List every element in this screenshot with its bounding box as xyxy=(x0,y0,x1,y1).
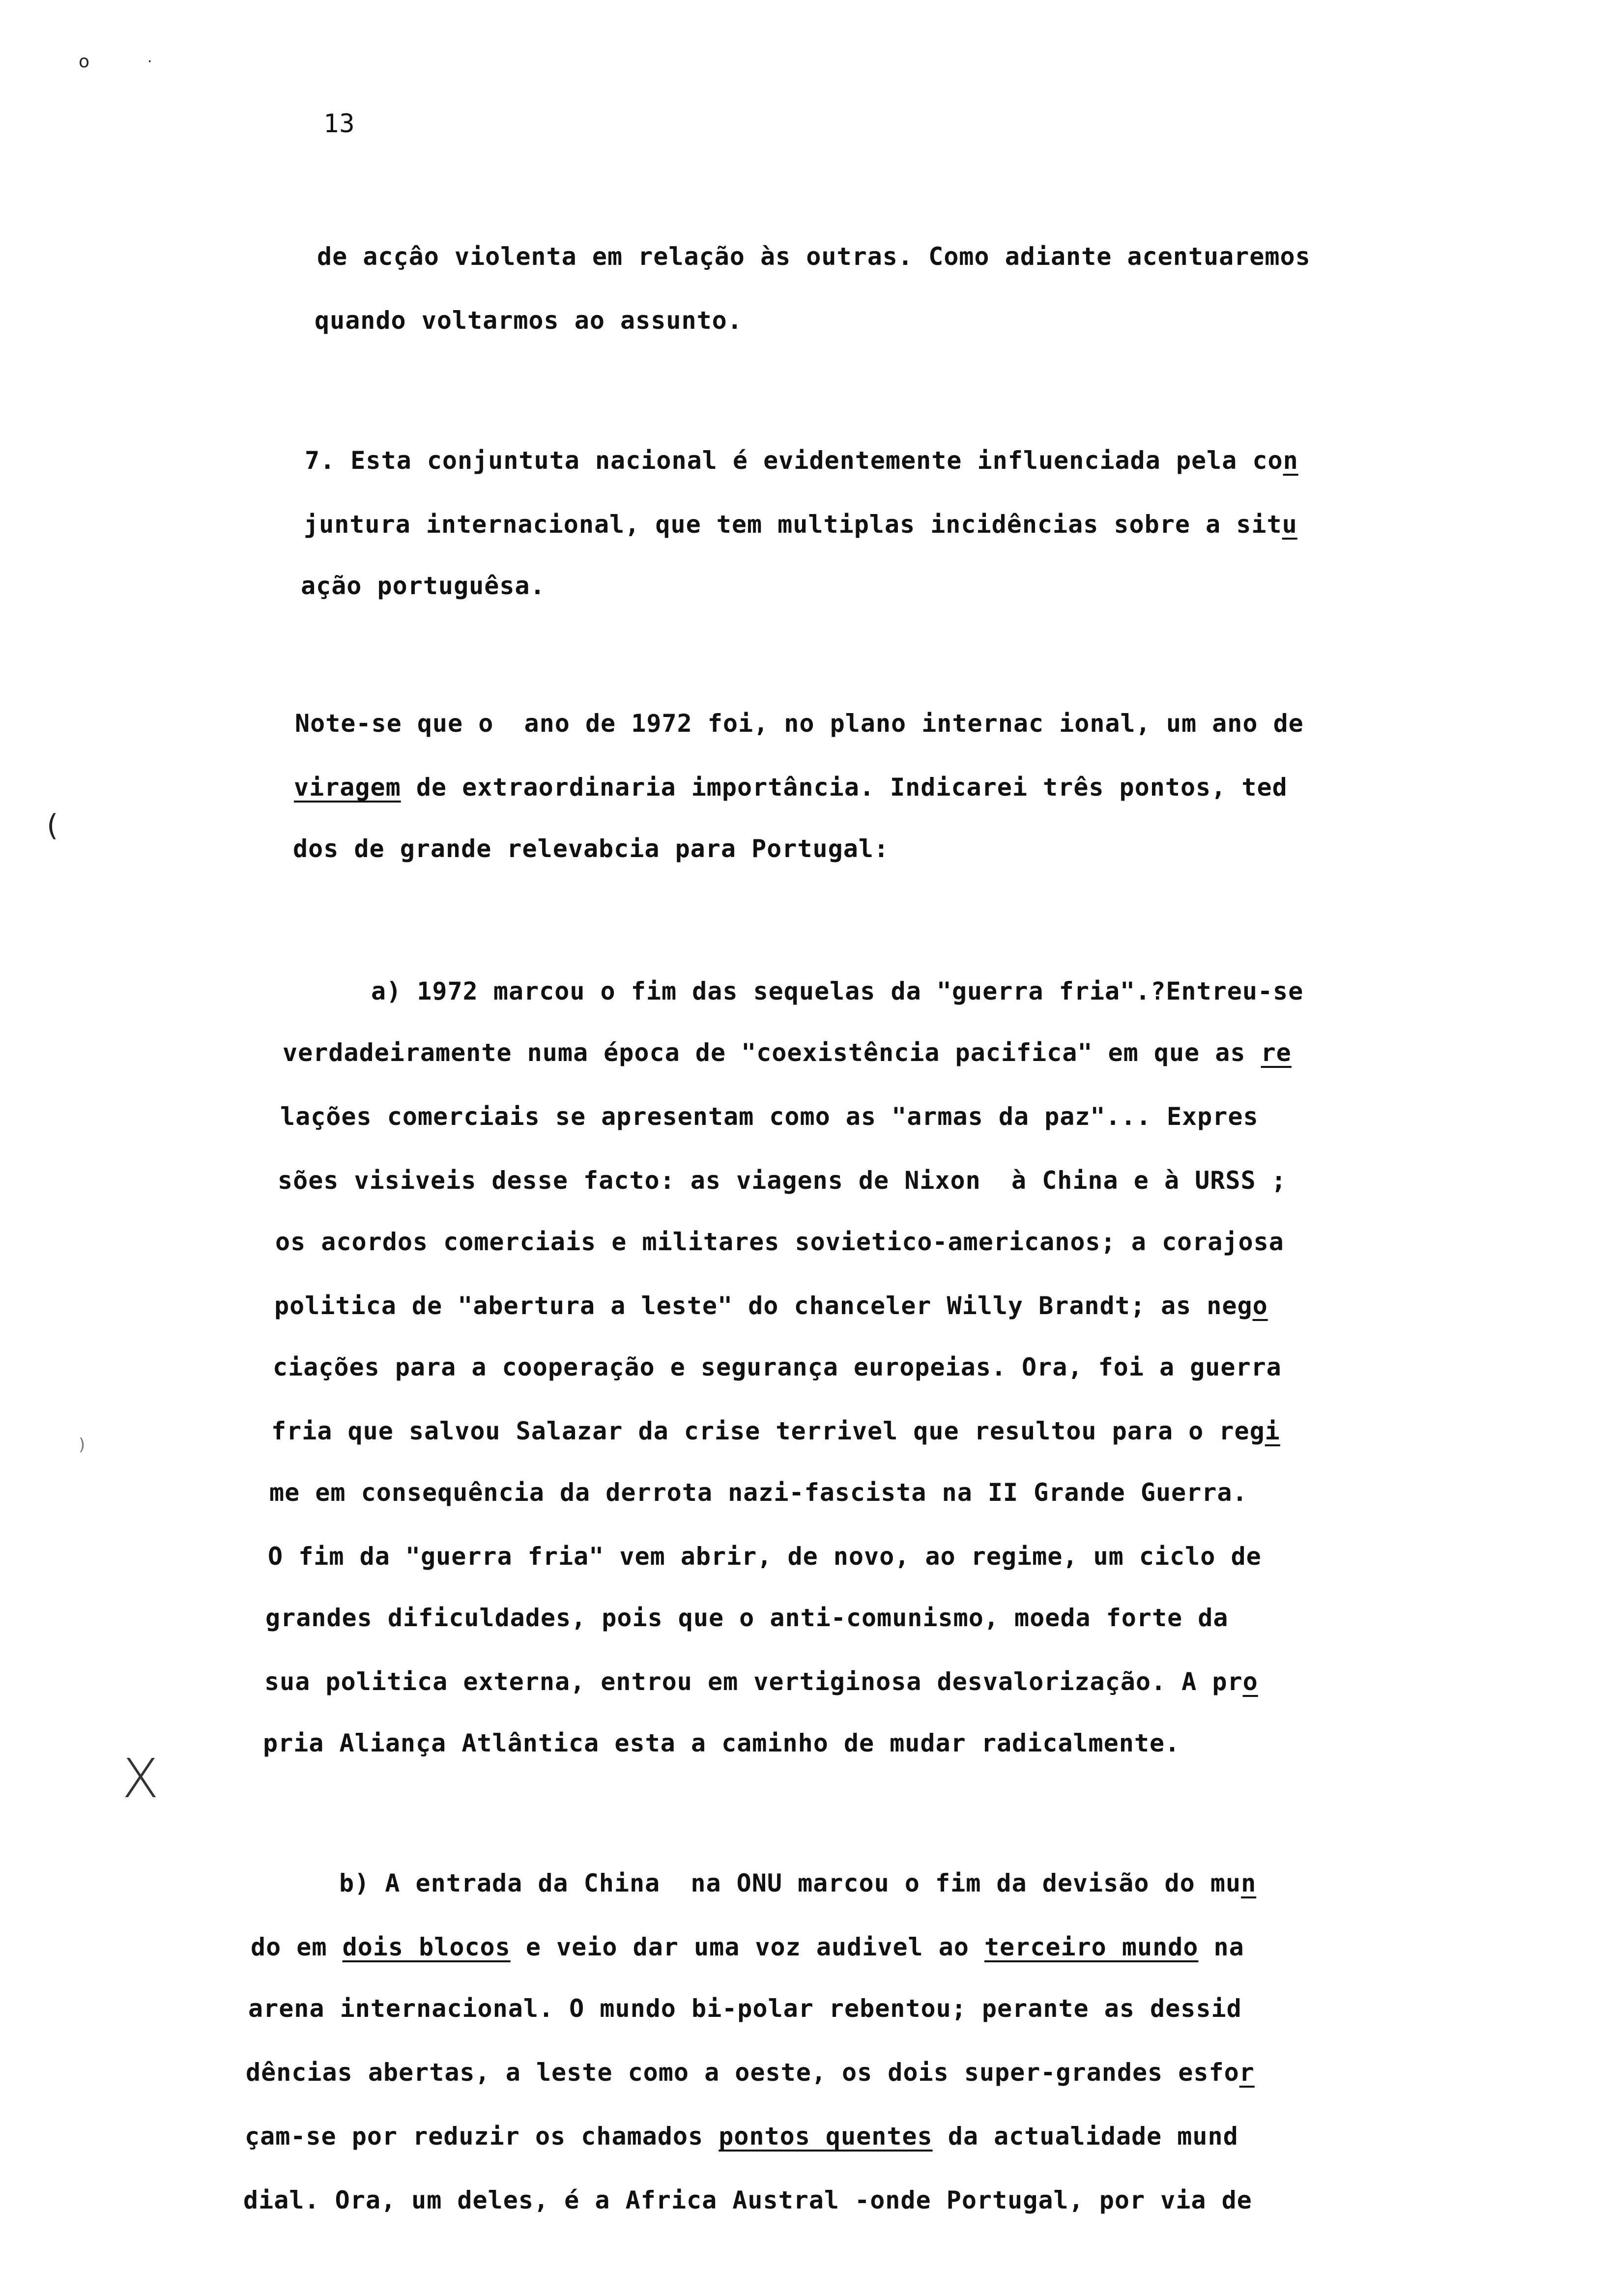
underlined-text: u xyxy=(1282,510,1297,539)
text-line xyxy=(274,1290,1268,1321)
margin-tick-mark: ) xyxy=(79,1435,86,1455)
underlined-text: n xyxy=(1241,1869,1257,1897)
text-span: na xyxy=(1198,1933,1244,1961)
text-line xyxy=(283,1037,1292,1068)
text-line: O fim da "guerra fria" vem abrir, de novo, ao regime, um ciclo de xyxy=(268,1542,1262,1571)
text-span: e veio dar uma voz audivel ao xyxy=(510,1933,984,1961)
text-span: fria que salvou Salazar da crise terrivel que resultou para o reg xyxy=(271,1417,1265,1445)
text-span: da actualidade mund xyxy=(932,2122,1238,2151)
margin-cross-mark: X xyxy=(122,1747,159,1810)
text-line: dial. Ora, um deles, é a Africa Austral -onde Portugal, por via de xyxy=(243,2186,1252,2214)
margin-dot-mark: o xyxy=(79,52,90,72)
text-line: ciações para a cooperação e segurança europeias. Ora, foi a guerra xyxy=(273,1353,1282,1381)
page-number: 13 xyxy=(323,109,355,139)
text-line xyxy=(271,1415,1280,1447)
text-line: os acordos comerciais e militares sovietico-americanos; a corajosa xyxy=(275,1228,1284,1256)
underlined-text: terceiro mundo xyxy=(984,1933,1199,1961)
text-line xyxy=(246,2057,1255,2088)
text-line: sões visiveis desse facto: as viagens de Nixon à China e à URSS ; xyxy=(278,1166,1287,1195)
text-line: pria Aliança Atlântica esta a caminho de mudar radicalmente. xyxy=(263,1729,1180,1757)
text-line xyxy=(264,1666,1258,1697)
underlined-text: n xyxy=(1283,446,1298,475)
text-span: çam-se por reduzir os chamados xyxy=(245,2122,719,2151)
underlined-text: pontos quentes xyxy=(719,2122,933,2151)
margin-paren-mark: ( xyxy=(47,808,58,843)
text-line: grandes dificuldades, pois que o anti-comunismo, moeda forte da xyxy=(265,1604,1229,1632)
text-line: me em consequência da derrota nazi-fascista na II Grande Guerra. xyxy=(269,1478,1248,1507)
text-line: lações comerciais se apresentam como as "armas da paz"... Expres xyxy=(280,1102,1259,1131)
underlined-text: dois blocos xyxy=(342,1933,511,1961)
text-line: Note-se que o ano de 1972 foi, no plano internac ional, um ano de xyxy=(295,709,1304,738)
text-line xyxy=(305,445,1298,476)
text-line: arena internacional. O mundo bi-polar rebentou; perante as dessid xyxy=(248,1994,1242,2023)
text-span: juntura internacional, que tem multiplas incidências sobre a sit xyxy=(304,510,1282,539)
text-line: a) 1972 marcou o fim das sequelas da "guerra fria".?Entreu-se xyxy=(371,977,1304,1005)
text-span: b) A entrada da China na ONU marcou o fim da devisão do mu xyxy=(339,1869,1241,1897)
text-line: dos de grande relevabcia para Portugal: xyxy=(293,834,889,863)
underlined-text: i xyxy=(1265,1417,1280,1445)
text-span: verdadeiramente numa época de "coexistência pacifica" em que as xyxy=(283,1038,1261,1067)
text-line xyxy=(294,772,1288,803)
underlined-text: re xyxy=(1261,1038,1292,1067)
underlined-text: o xyxy=(1252,1292,1268,1320)
text-span: dências abertas, a leste como a oeste, os dois super-grandes esfo xyxy=(246,2058,1239,2087)
underlined-text: viragem xyxy=(294,773,401,802)
text-line: de acçâo violenta em relação às outras. Como adiante acentuaremos xyxy=(317,242,1311,271)
text-span: politica de "abertura a leste" do chanceler Willy Brandt; as neg xyxy=(274,1292,1253,1320)
text-span: sua politica externa, entrou em vertiginosa desvalorização. A pr xyxy=(264,1667,1243,1696)
margin-small-dot-mark: · xyxy=(147,53,152,70)
text-span: 7. Esta conjuntuta nacional é evidentemente influenciada pela co xyxy=(305,446,1283,475)
text-span: do em xyxy=(251,1933,343,1961)
text-line: quando voltarmos ao assunto. xyxy=(315,306,743,335)
text-line: ação portuguêsa. xyxy=(301,572,546,600)
text-line xyxy=(339,1867,1256,1899)
text-span: de extraordinaria importância. Indicarei três pontos, ted xyxy=(401,773,1288,802)
text-line xyxy=(245,2121,1238,2152)
text-line xyxy=(304,509,1297,540)
underlined-text: r xyxy=(1239,2058,1255,2087)
underlined-text: o xyxy=(1242,1667,1258,1696)
text-line xyxy=(251,1931,1244,1963)
